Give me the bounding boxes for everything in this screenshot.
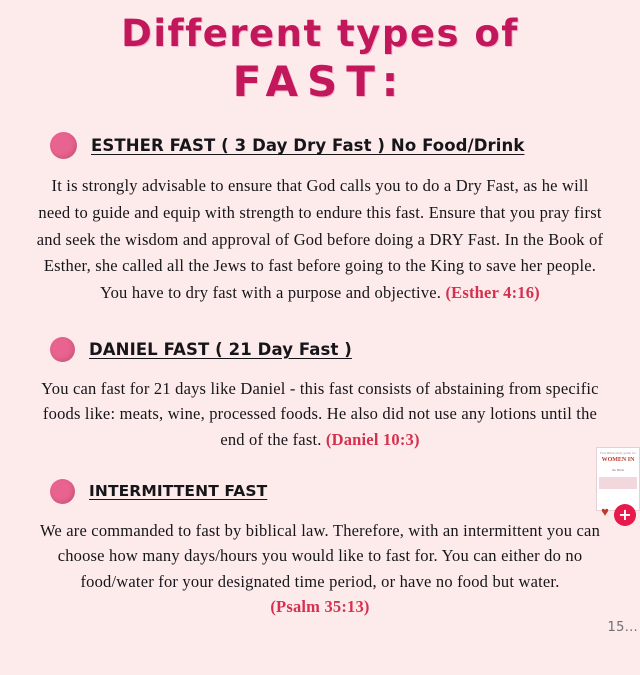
section-daniel-fast xyxy=(18,337,622,453)
title-line-1: Different types of xyxy=(121,12,519,55)
section-heading-row xyxy=(18,479,622,504)
add-button[interactable]: + xyxy=(614,504,636,526)
section-body xyxy=(34,376,606,453)
thumbnail-subtitle: the Bible xyxy=(611,467,625,472)
bullet-icon xyxy=(50,479,75,504)
count-label: 15... xyxy=(607,620,638,635)
page-title xyxy=(18,14,622,106)
overlay-thumbnail[interactable] xyxy=(596,447,640,511)
section-heading-row xyxy=(18,132,622,159)
scripture-reference: (Daniel 10:3) xyxy=(325,429,420,449)
section-heading: INTERMITTENT FAST xyxy=(89,482,268,501)
thumbnail-image-placeholder xyxy=(599,477,637,489)
section-body xyxy=(34,518,606,620)
section-heading-row xyxy=(18,337,622,362)
scripture-reference: (Psalm 35:13) xyxy=(270,597,370,617)
section-body-text: You can fast for 21 days like Daniel - this fast consists of abstaining from specific foods like: meats, wine, processed foods. He also did not use any lotions until the end of the fast. xyxy=(41,378,599,449)
section-body xyxy=(34,173,606,307)
thumbnail-title: WOMEN IN xyxy=(601,457,635,464)
thumbnail-top-line: Free Bible study guide for xyxy=(600,451,636,455)
title-line-2: FAST: xyxy=(232,56,408,106)
section-heading: DANIEL FAST ( 21 Day Fast ) xyxy=(89,339,352,359)
section-intermittent-fast xyxy=(18,479,622,620)
section-body-text: We are commanded to fast by biblical law. Therefore, with an intermittent you can choose how many days/hours you would like to fast for. You can either do no food/water for your designated time period, or have no food but water. xyxy=(39,520,601,591)
scripture-reference: (Esther 4:16) xyxy=(445,283,540,303)
heart-icon: ♥ xyxy=(601,504,609,519)
section-esther-fast xyxy=(18,132,622,307)
section-heading: ESTHER FAST ( 3 Day Dry Fast ) No Food/Drink xyxy=(91,136,525,156)
bullet-icon xyxy=(50,337,75,362)
section-body-text: It is strongly advisable to ensure that God calls you to do a Dry Fast, as he will need to guide and equip with strength to endure this fast. Ensure that you pray first and seek the wisdom and approval of God before doing a DRY Fast. In the Book of Esther, she called all the Jews to fast before going to the King to save her people. You have to dry fast with a purpose and objective. xyxy=(36,176,604,303)
bullet-icon xyxy=(50,132,77,159)
